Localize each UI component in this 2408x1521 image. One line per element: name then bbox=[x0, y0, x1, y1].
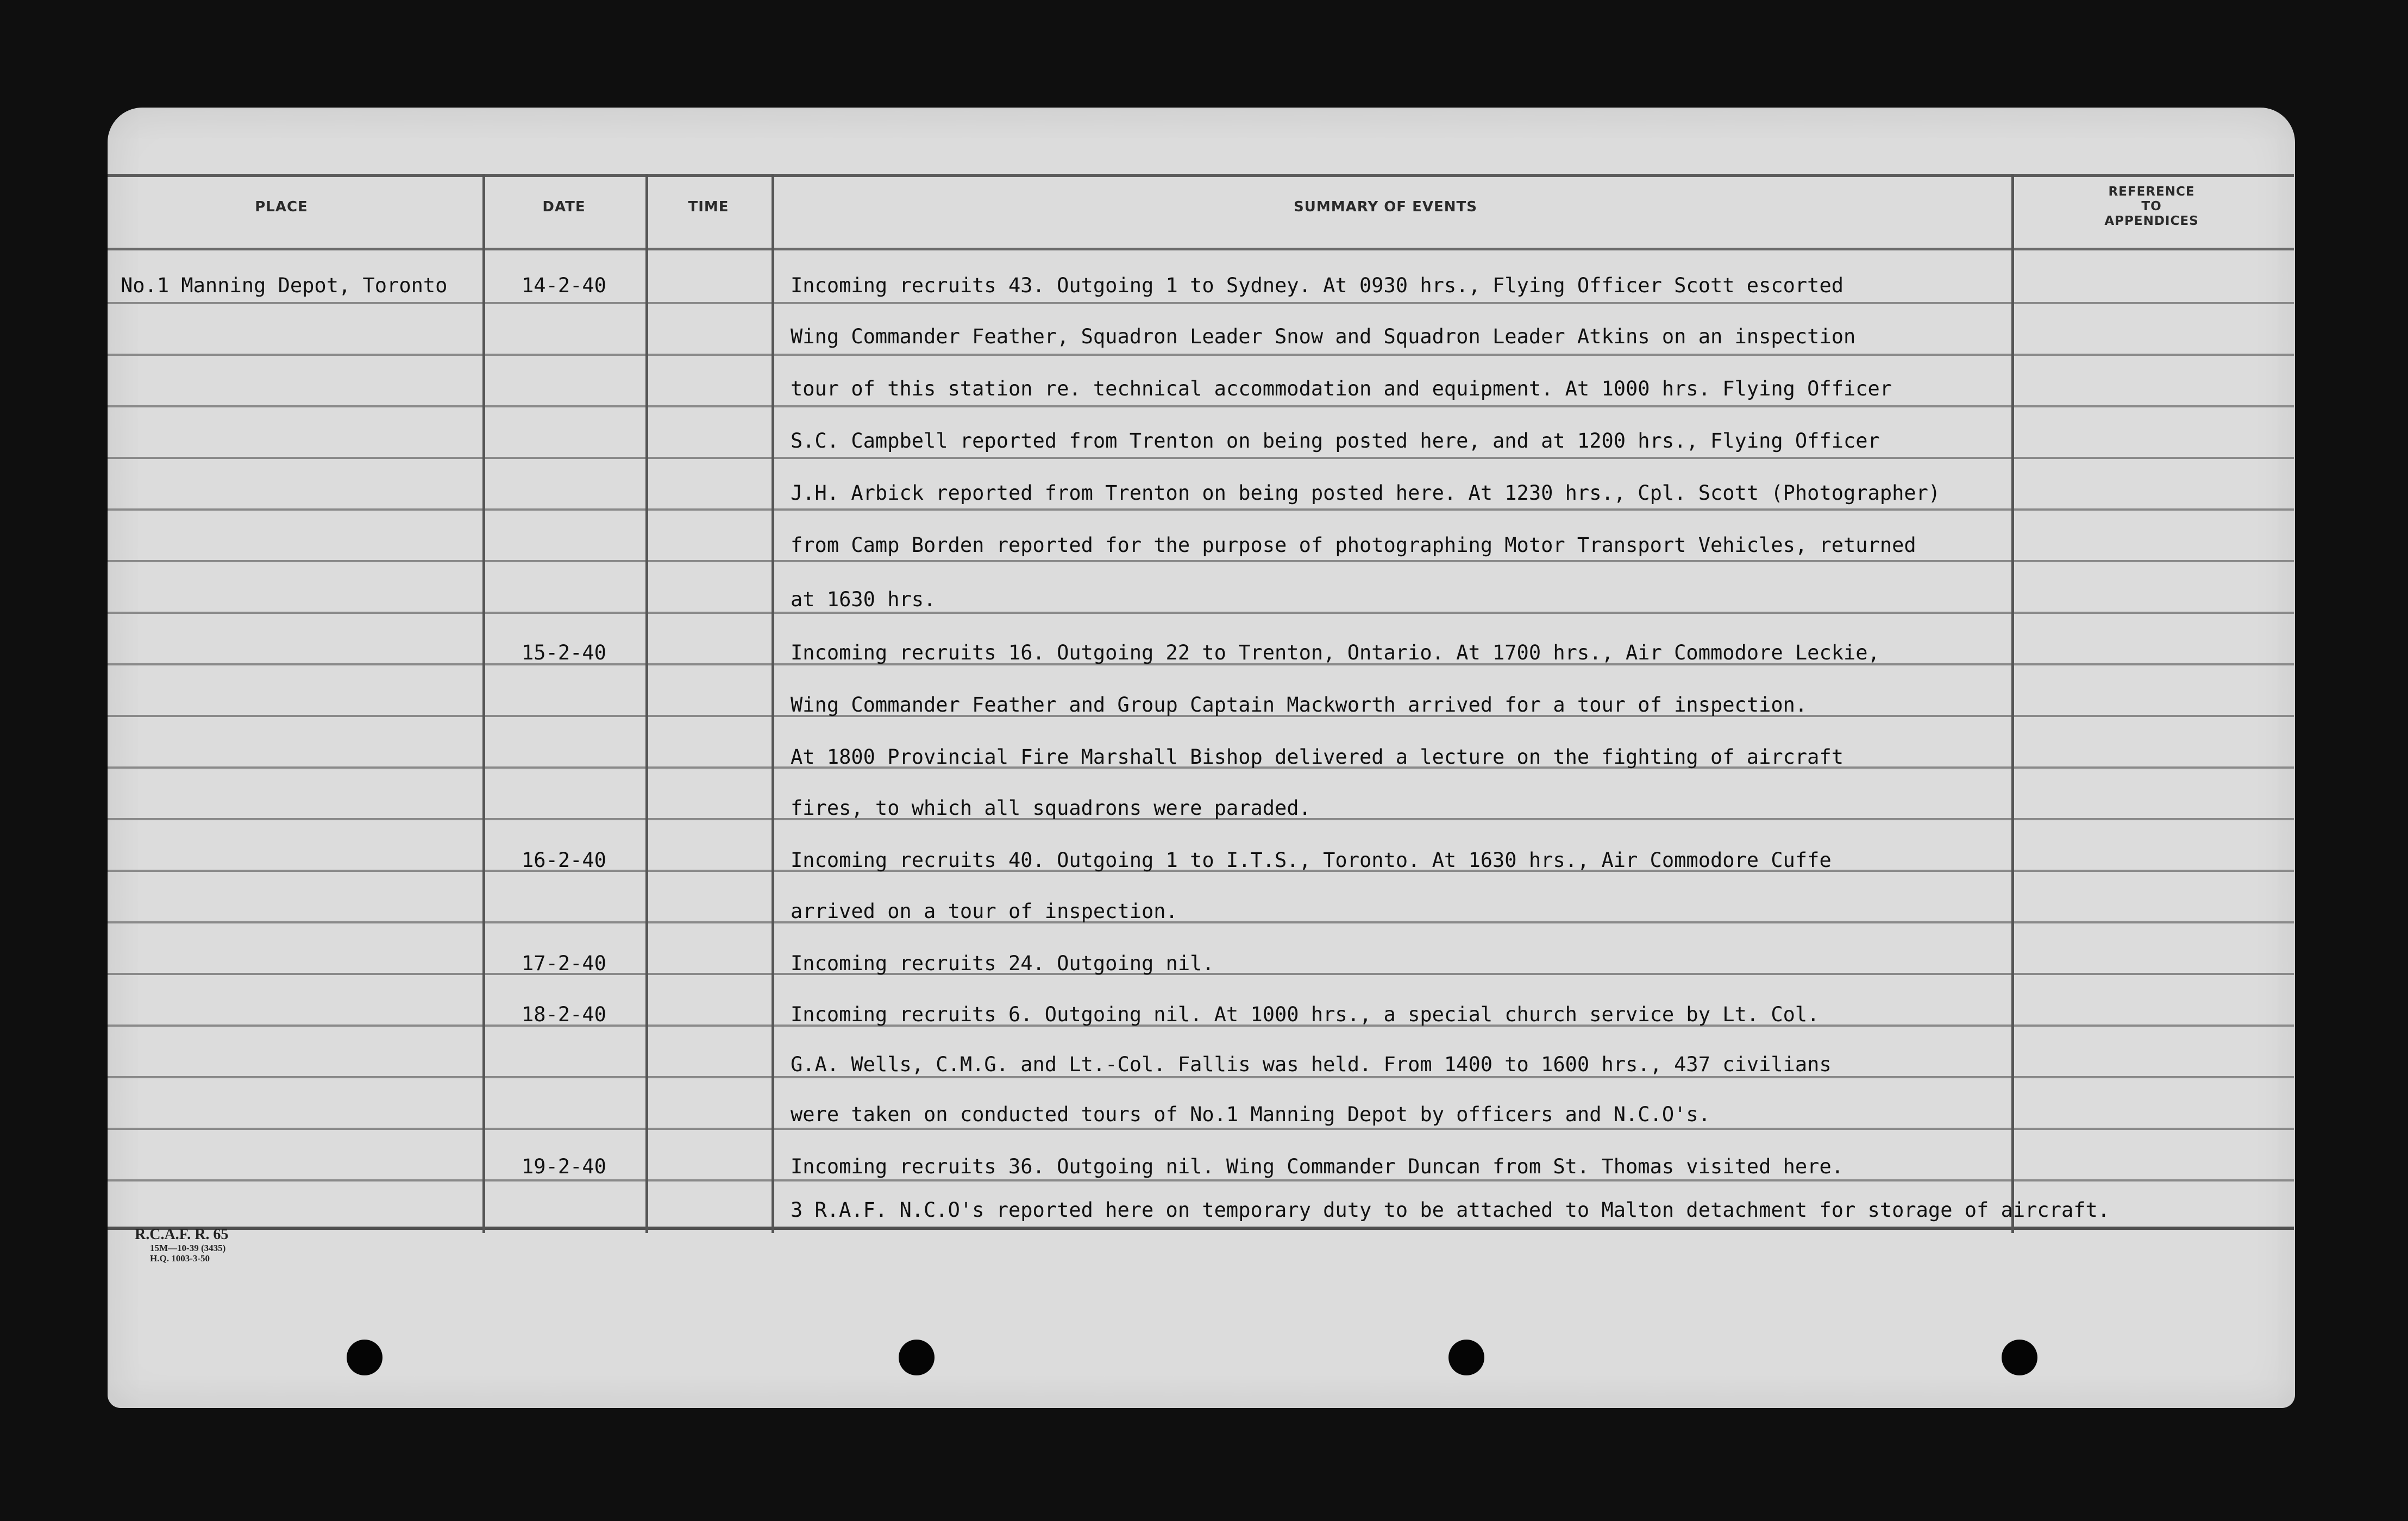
header-reference-line2: TO bbox=[2141, 199, 2162, 213]
event-line: from Camp Borden reported for the purpose of photographing Motor Transport Vehicles, returned bbox=[791, 533, 1916, 557]
header-date: DATE bbox=[542, 199, 586, 215]
form-number: R.C.A.F. R. 65 bbox=[135, 1226, 229, 1243]
event-line: 3 R.A.F. N.C.O's reported here on temporary duty to be attached to Malton detachment for storage of aircraft. bbox=[791, 1198, 2110, 1222]
header-reference-line1: REFERENCE bbox=[2108, 185, 2195, 199]
event-line: G.A. Wells, C.M.G. and Lt.-Col. Fallis was held. From 1400 to 1600 hrs., 437 civilians bbox=[791, 1053, 1832, 1076]
event-line: J.H. Arbick reported from Trenton on being posted here. At 1230 hrs., Cpl. Scott (Photographer) bbox=[791, 481, 1941, 505]
event-line: Incoming recruits 36. Outgoing nil. Wing Commander Duncan from St. Thomas visited here. bbox=[791, 1155, 1844, 1178]
row-rule bbox=[108, 354, 2294, 356]
row-rule bbox=[108, 1128, 2294, 1130]
event-line: Wing Commander Feather and Group Captain Mackworth arrived for a tour of inspection. bbox=[791, 693, 1808, 716]
event-line: fires, to which all squadrons were paraded. bbox=[791, 796, 1311, 820]
time-summary-divider bbox=[772, 174, 774, 1233]
event-line: were taken on conducted tours of No.1 Manning Depot by officers and N.C.O's. bbox=[791, 1103, 1710, 1126]
row-rule bbox=[108, 302, 2294, 304]
place-date-divider bbox=[482, 174, 485, 1233]
form-print-code: 15M—10-39 (3435) bbox=[150, 1243, 226, 1253]
row-rule bbox=[108, 1179, 2294, 1181]
header-reference bbox=[2059, 185, 2244, 229]
form-hq-code: H.Q. 1003-3-50 bbox=[150, 1253, 210, 1264]
row-rule bbox=[108, 508, 2294, 511]
row-rule bbox=[108, 560, 2294, 562]
form-identifier bbox=[135, 1227, 228, 1264]
event-line: tour of this station re. technical accommodation and equipment. At 1000 hrs. Flying Officer bbox=[791, 377, 1892, 400]
table-bottom-rule bbox=[108, 1227, 2294, 1230]
row-rule bbox=[108, 457, 2294, 459]
row-rule bbox=[108, 612, 2294, 614]
summary-reference-divider bbox=[2011, 174, 2014, 1233]
header-summary: SUMMARY OF EVENTS bbox=[1294, 199, 1477, 215]
event-line: at 1630 hrs. bbox=[791, 588, 936, 611]
event-line: At 1800 Provincial Fire Marshall Bishop delivered a lecture on the fighting of aircraft bbox=[791, 745, 1844, 769]
punch-hole bbox=[899, 1340, 935, 1375]
date-14-2-40: 14-2-40 bbox=[522, 274, 606, 297]
place-value: No.1 Manning Depot, Toronto bbox=[121, 274, 448, 297]
event-line: Wing Commander Feather, Squadron Leader Snow and Squadron Leader Atkins on an inspection bbox=[791, 325, 1856, 348]
row-rule bbox=[108, 921, 2294, 923]
punch-hole bbox=[347, 1340, 382, 1375]
event-line: arrived on a tour of inspection. bbox=[791, 900, 1178, 923]
header-time: TIME bbox=[688, 199, 729, 215]
event-line: S.C. Campbell reported from Trenton on being posted here, and at 1200 hrs., Flying Officer bbox=[791, 429, 1880, 452]
date-19-2-40: 19-2-40 bbox=[522, 1155, 606, 1178]
header-top-rule bbox=[108, 174, 2294, 177]
punch-hole bbox=[1448, 1340, 1484, 1375]
date-16-2-40: 16-2-40 bbox=[522, 849, 606, 872]
event-line: Incoming recruits 16. Outgoing 22 to Trenton, Ontario. At 1700 hrs., Air Commodore Leckie, bbox=[791, 641, 1880, 664]
date-15-2-40: 15-2-40 bbox=[522, 641, 606, 664]
event-line: Incoming recruits 40. Outgoing 1 to I.T.S., Toronto. At 1630 hrs., Air Commodore Cuffe bbox=[791, 849, 1832, 872]
header-reference-line3: APPENDICES bbox=[2104, 214, 2199, 228]
event-line: Incoming recruits 43. Outgoing 1 to Sydney. At 0930 hrs., Flying Officer Scott escorted bbox=[791, 274, 1844, 297]
header-bottom-rule bbox=[108, 248, 2294, 250]
date-17-2-40: 17-2-40 bbox=[522, 952, 606, 975]
punch-hole bbox=[2002, 1340, 2037, 1375]
header-place: PLACE bbox=[255, 199, 308, 215]
date-18-2-40: 18-2-40 bbox=[522, 1003, 606, 1026]
row-rule bbox=[108, 405, 2294, 407]
event-line: Incoming recruits 6. Outgoing nil. At 1000 hrs., a special church service by Lt. Col. bbox=[791, 1003, 1820, 1026]
date-time-divider bbox=[645, 174, 648, 1233]
event-line: Incoming recruits 24. Outgoing nil. bbox=[791, 952, 1214, 975]
